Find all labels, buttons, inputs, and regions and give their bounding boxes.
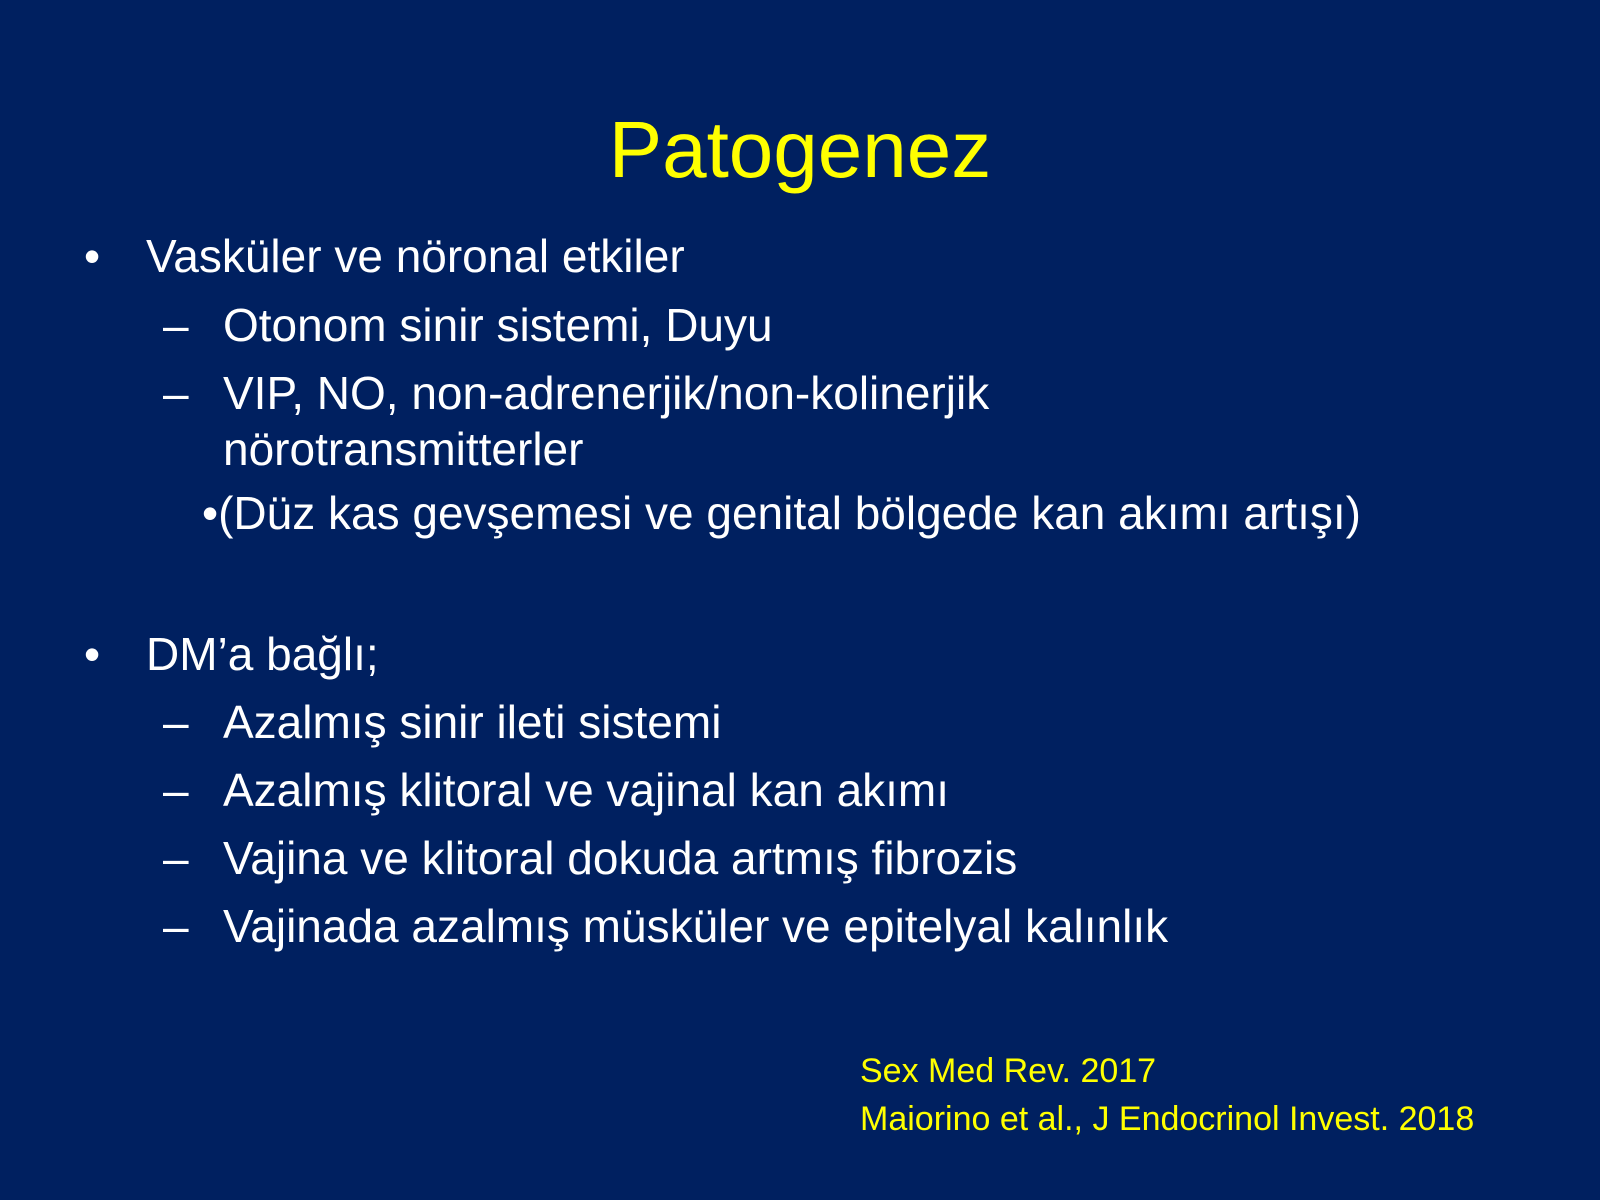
reference-sex-med-rev: Sex Med Rev. 2017 [860, 1052, 1157, 1090]
sub-item-text: Otonom sinir sistemi, Duyu [223, 299, 773, 351]
slide-title: Patogenez [608, 105, 992, 194]
dash-marker: – [163, 832, 189, 884]
dash-marker: – [163, 299, 189, 351]
dash-marker: – [163, 900, 189, 952]
bullet-dot: • [84, 230, 101, 282]
dash-marker: – [163, 764, 189, 816]
bullet-heading: DM’a bağlı; [146, 628, 379, 680]
sub-item-text: VIP, NO, non-adrenerjik/non-kolinerjik nörotransmitterler [223, 367, 990, 475]
sub-note-text: •(Düz kas gevşemesi ve genital bölgede kan akımı artışı) [202, 487, 1361, 539]
sub-item-text: Azalmış sinir ileti sistemi [223, 696, 722, 748]
bullet-heading: Vasküler ve nöronal etkiler [146, 230, 685, 282]
sub-item-text: Vajinada azalmış müsküler ve epitelyal kalınlık [223, 900, 1169, 952]
dash-marker: – [163, 696, 189, 748]
sub-item-text: Vajina ve klitoral dokuda artmış fibrozis [223, 832, 1018, 884]
bullet-dot: • [84, 628, 101, 680]
reference-maiorino: Maiorino et al., J Endocrinol Invest. 2018 [860, 1100, 1475, 1138]
sub-item-text: Azalmış klitoral ve vajinal kan akımı [223, 764, 950, 816]
dash-marker: – [163, 367, 189, 419]
